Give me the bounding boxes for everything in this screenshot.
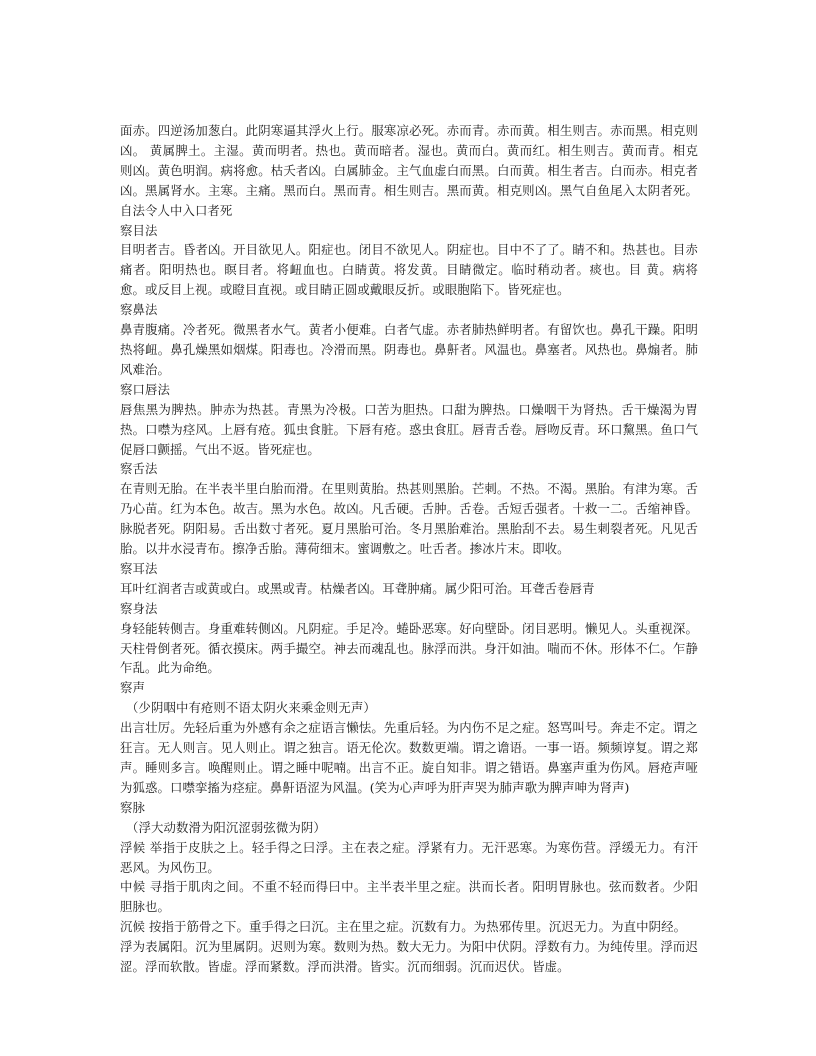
- note-pulse-exam: （浮大动数滑为阳沉涩弱弦微为阴）: [126, 819, 326, 835]
- paragraph-ear-exam: 耳叶红润者吉或黄或白。或黑或青。枯燥者凶。耳聋肿痛。属少阳可治。耳聋舌卷唇青: [120, 580, 595, 596]
- paragraph-deep-pulse: 沉候 按指于筋骨之下。重手得之曰沉。主在里之症。沉数有力。为热邪传里。沉迟无力。为直中阴经。: [120, 919, 687, 935]
- note-voice-exam: （少阴咽中有疮则不语太阴火来乘金则无声）: [126, 700, 376, 716]
- heading-tongue-exam: 察舌法: [120, 461, 158, 477]
- document-page: [120, 121, 698, 977]
- heading-eye-exam: 察目法: [120, 222, 158, 238]
- heading-mouth-lip-exam: 察口唇法: [120, 381, 170, 397]
- paragraph-face-colors: 面赤。四逆汤加葱白。此阴寒逼其浮火上行。服寒凉必死。赤而青。赤而黄。相生则吉。赤而黑。相克则凶。 黄属脾土。主湿。黄而明者。热也。黄而暗者。湿也。黄而白。黄而红。相生则吉。黄而青。相克则凶。黄色明润。病将愈。枯夭者凶。白属肺金。主气血虚白而黑。白而黄。相生者吉。白而赤。相克者凶。黑属肾水。主寒。主痛。黑而白。黑而青。相生则吉。黑而黄。相克则凶。黑气自鱼尾入太阴者死。自法令人中入口者死: [120, 123, 698, 218]
- heading-ear-exam: 察耳法: [120, 560, 158, 576]
- paragraph-eye-exam: 目明者吉。昏者凶。开目欲见人。阳症也。闭目不欲见人。阴症也。目中不了了。睛不和。热甚也。目赤痛者。阳明热也。瞑目者。将衄血也。白睛黄。将发黄。目睛微定。临时稍动者。痰也。目 黄。病将愈。或反目上视。或瞪目直视。或目睛正圆或戴眼反折。或眼胞陷下。皆死症也。: [120, 242, 698, 298]
- paragraph-nose-exam: 鼻青腹痛。冷者死。微黑者水气。黄者小便难。白者气虚。赤者肺热鲜明者。有留饮也。鼻孔干躁。阳明热将衄。鼻孔燥黑如烟煤。阳毒也。冷滑而黑。阴毒也。鼻鼾者。风温也。鼻塞者。风热也。鼻煽者。肺风难治。: [120, 322, 698, 377]
- paragraph-voice-exam: 出言壮厉。先轻后重为外感有余之症语言懒怯。先重后轻。为内伤不足之症。怒骂叫号。奔走不定。谓之狂言。无人则言。见人则止。谓之独言。语无伦次。数数更端。谓之谵语。一事一语。频频谆复。谓之郑声。睡则多言。唤醒则止。谓之睡中呢喃。出言不正。旋自知非。谓之错语。鼻塞声重为伤风。唇疮声哑为狐惑。口噤挛搐为痉症。鼻鼾语涩为风温。(笑为心声呼为肝声哭为肺声歌为脾声呻为肾声): [120, 720, 698, 795]
- heading-nose-exam: 察鼻法: [120, 302, 158, 318]
- heading-body-exam: 察身法: [120, 600, 158, 616]
- paragraph-tongue-exam: 在青则无胎。在半表半里白胎而滑。在里则黄胎。热甚则黑胎。芒刺。不热。不渴。黑胎。有津为寒。舌乃心苗。红为本色。故吉。黑为水色。故凶。凡舌硬。舌肿。舌卷。舌短舌强者。十救一二。舌缩神昏。脉脱者死。阴阳易。舌出数寸者死。夏月黑胎可治。冬月黑胎难治。黑胎刮不去。易生刺裂者死。凡见舌胎。以井水浸青布。擦净舌胎。薄荷细末。蜜调敷之。吐舌者。掺冰片末。即收。: [120, 481, 698, 557]
- paragraph-pulse-summary: 浮为表属阳。沉为里属阴。迟则为寒。数则为热。数大无力。为阳中伏阴。浮数有力。为纯传里。浮而迟涩。浮而软散。皆虚。浮而紧数。浮而洪滑。皆实。沉而细弱。沉而迟伏。皆虚。: [120, 939, 698, 975]
- paragraph-floating-pulse: 浮候 举指于皮肤之上。轻手得之曰浮。主在表之症。浮紧有力。无汗恶寒。为寒伤营。浮缓无力。有汗恶风。为风伤卫。: [120, 839, 698, 875]
- paragraph-middle-pulse: 中候 寻指于肌肉之间。不重不轻而得曰中。主半表半里之症。洪而长者。阳明胃脉也。弦而数者。少阳胆脉也。: [120, 879, 698, 915]
- paragraph-body-exam: 身轻能转侧吉。身重难转侧凶。凡阴症。手足冷。蜷卧恶寒。好向壁卧。闭目恶明。懒见人。头重视深。天柱骨倒者死。循衣摸床。两手撮空。神去而魂乱也。脉浮而洪。身汗如油。喘而不休。形体不仁。乍静乍乱。此为命绝。: [120, 620, 698, 676]
- heading-voice-exam: 察声: [120, 680, 145, 696]
- paragraph-mouth-lip-exam: 唇焦黑为脾热。肿赤为热甚。青黑为冷极。口苦为胆热。口甜为脾热。口燥咽干为肾热。舌干燥渴为胃热。口噤为痉风。上唇有疮。狐虫食脏。下唇有疮。惑虫食肛。唇青舌卷。唇吻反青。环口黧黑。鱼口气促唇口颤摇。气出不返。皆死症也。: [120, 401, 698, 457]
- heading-pulse-exam: 察脉: [120, 799, 145, 815]
